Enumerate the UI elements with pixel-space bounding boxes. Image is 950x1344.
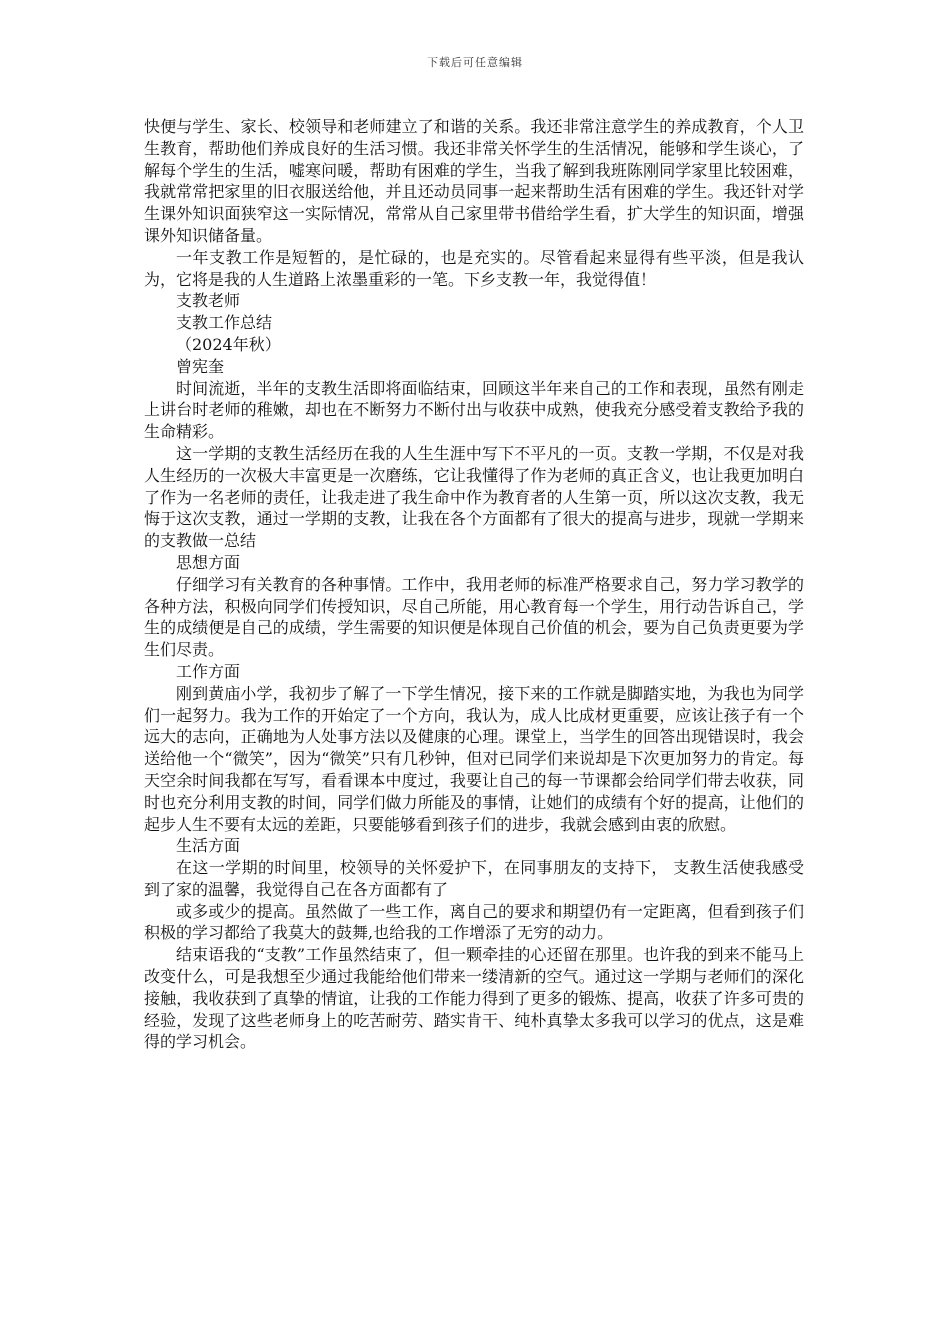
document-paragraph: 仔细学习有关教育的各种事情。工作中，我用老师的标准严格要求自己，努力学习教学的各种方法，积极向同学们传授知识，尽自己所能，用心教育每一个学生，用行动告诉自己，学生的成绩便是自己的成绩，学生需要的知识便是体现自己价值的机会，要为自己负责更要为学生们尽责。 <box>144 574 804 660</box>
document-paragraph: 这一学期的支教生活经历在我的人生生涯中写下不平凡的一页。支教一学期，不仅是对我人生经历的一次极大丰富更是一次磨练，它让我懂得了作为老师的真正含义，也让我更加明白了作为一名老师的责任，让我走进了我生命中作为教育者的人生第一页，所以这次支教，我无悔于这次支教，通过一学期的支教，让我在各个方面都有了很大的提高与进步，现就一学期来的支教做一总结 <box>144 443 804 551</box>
document-paragraph: 支教老师 <box>176 291 241 311</box>
document-paragraph: （2024年秋） <box>176 334 281 354</box>
page-header: 下载后可任意编辑 <box>427 56 523 69</box>
document-paragraph: 支教工作总结 <box>176 313 273 333</box>
document-paragraph: 结束语我的“支教”工作虽然结束了，但一颗牵挂的心还留在那里。也许我的到来不能马上改变什么，可是我想至少通过我能给他们带来一缕清新的空气。通过这一学期与老师们的深化接触，我收获到了真挚的情谊，让我的工作能力得到了更多的锻炼、提高，收获了许多可贵的经验，发现了这些老师身上的吃苦耐劳、踏实肯干、纯朴真挚太多我可以学习的优点，这是难得的学习机会。 <box>144 945 804 1052</box>
document-paragraph: 刚到黄庙小学，我初步了解了一下学生情况，接下来的工作就是脚踏实地，为我也为同学们一起努力。我为工作的开始定了一个方向，我认为，成人比成材更重要，应该让孩子有一个远大的志向，正确地为人处事方法以及健康的心理。课堂上，当学生的回答出现错误时，我会送给他一个“微笑”，因为“微笑”只有几秒钟，但对已同学们来说却是下次更加努力的肯定。每天空余时间我都在写写，看看课本中度过，我要让自己的每一节课都会给同学们带去收获，同时也充分利用支教的时间，同学们做力所能及的事情，让她们的成绩有个好的提高，让他们的起步人生不要有太远的差距，只要能够看到孩子们的进步，我就会感到由衷的欣慰。 <box>144 683 804 834</box>
document-paragraph: 在这一学期的时间里，校领导的关怀爱护下，在同事朋友的支持下， 支教生活使我感受到了家的温馨，我觉得自己在各方面都有了 <box>144 858 804 899</box>
document-paragraph: 曾宪奎 <box>176 356 225 376</box>
document-paragraph: 或多或少的提高。虽然做了一些工作，离自己的要求和期望仍有一定距离，但看到孩子们积极的学习都给了我莫大的鼓舞,也给我的工作增添了无穷的动力。 <box>144 901 804 943</box>
document-paragraph: 思想方面 <box>176 552 241 572</box>
document-paragraph: 时间流逝，半年的支教生活即将面临结束，回顾这半年来自己的工作和表现，虽然有刚走上讲台时老师的稚嫩，却也在不断努力不断付出与收获中成熟，使我充分感受着支教给予我的生命精彩。 <box>144 378 804 442</box>
document-paragraph: 工作方面 <box>176 661 241 681</box>
document-body <box>144 116 804 1053</box>
document-paragraph: 快便与学生、家长、校领导和老师建立了和谐的关系。我还非常注意学生的养成教育，个人卫生教育，帮助他们养成良好的生活习惯。我还非常关怀学生的生活情况，能够和学生谈心，了解每个学生的生活，嘘寒问暖，帮助有困难的学生，当我了解到我班陈刚同学家里比较困难，我就常常把家里的旧衣服送给他，并且还动员同事一起来帮助生活有困难的学生。我还针对学生课外知识面狭窄这一实际情况，常常从自己家里带书借给学生看，扩大学生的知识面，增强课外知识储备量。 <box>144 117 804 245</box>
document-paragraph: 一年支教工作是短暂的，是忙碌的，也是充实的。尽管看起来显得有些平淡，但是我认为，它将是我的人生道路上浓墨重彩的一笔。下乡支教一年，我觉得值！ <box>144 247 804 289</box>
document-paragraph: 生活方面 <box>176 836 241 856</box>
